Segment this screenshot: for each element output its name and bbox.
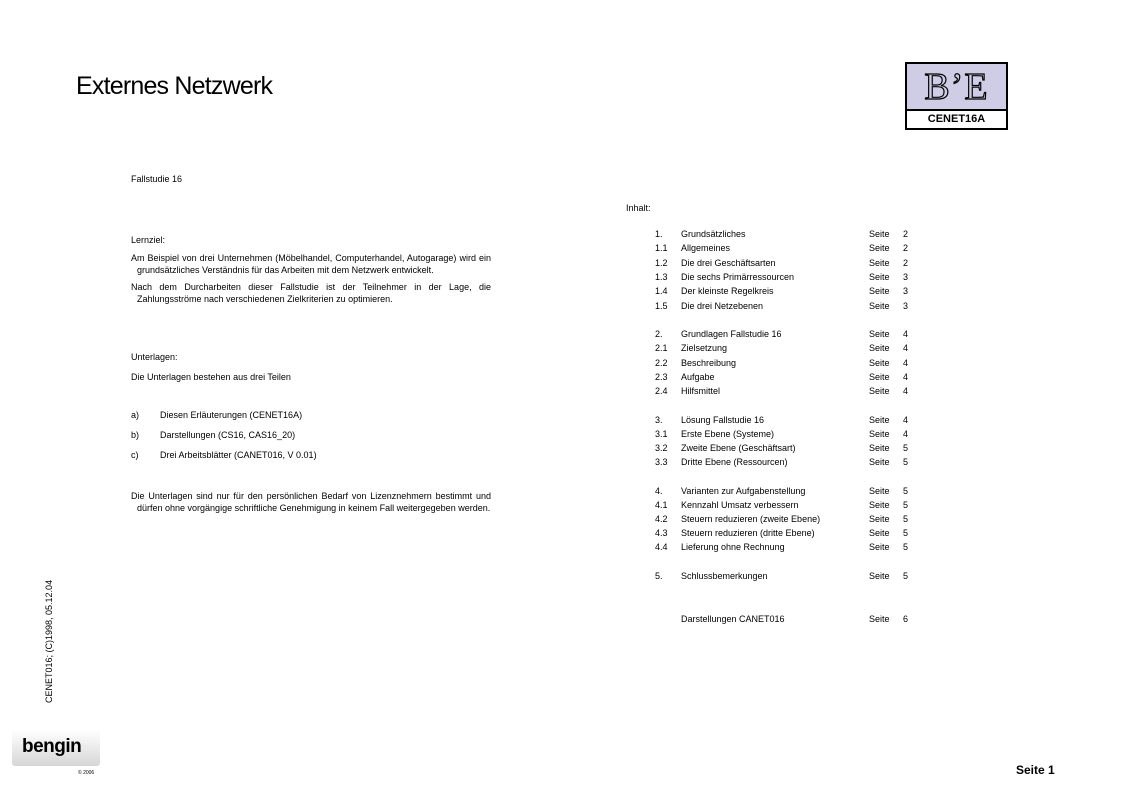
toc-page-label: Seite	[869, 386, 890, 396]
toc-number: 1.2	[655, 258, 668, 268]
toc-row	[655, 272, 915, 284]
toc-row	[655, 542, 915, 554]
toc-number: 3.3	[655, 457, 668, 467]
toc-page-number: 6	[903, 614, 909, 624]
toc-page-label: Seite	[869, 443, 890, 453]
bengin-logo-text: bengin	[22, 736, 82, 757]
toc-page-label: Seite	[869, 243, 890, 253]
toc-page-label: Seite	[869, 500, 890, 510]
toc-page-number: 2	[903, 243, 909, 253]
toc-page-label: Seite	[869, 457, 890, 467]
toc-page-label: Seite	[869, 429, 890, 439]
toc-row	[655, 571, 915, 583]
toc-title: Schlussbemerkungen	[681, 571, 768, 581]
toc-row	[655, 415, 915, 427]
toc-page-number: 4	[903, 343, 909, 353]
toc-row	[655, 514, 915, 526]
toc-number: 4.	[655, 486, 663, 496]
toc-page-label: Seite	[869, 358, 890, 368]
toc-page-label: Seite	[869, 329, 890, 339]
toc-page-number: 4	[903, 358, 909, 368]
toc-title: Kennzahl Umsatz verbessern	[681, 500, 799, 510]
goal-heading: Lernziel:	[131, 235, 166, 245]
goal-paragraph-2: Nach dem Durcharbeiten dieser Fallstudie ist der Teilnehmer in der Lage, die Zahlungsströme nach verschiedenen Zielkriterien zu optimieren.	[131, 282, 491, 304]
toc-row	[655, 386, 915, 398]
copyright: © 2006	[78, 770, 95, 776]
toc-number: 4.3	[655, 528, 668, 538]
document-text: Drei Arbeitsblätter (CANET016, V 0.01)	[160, 450, 317, 460]
bengin-logo	[12, 730, 100, 766]
toc-page-number: 5	[903, 500, 909, 510]
toc-heading: Inhalt:	[626, 203, 651, 213]
toc-number: 1.1	[655, 243, 668, 253]
logo-mark: B’E	[924, 66, 989, 108]
documents-intro: Die Unterlagen bestehen aus drei Teilen	[131, 372, 291, 382]
toc-number: 2.4	[655, 386, 668, 396]
toc-title: Die sechs Primärressourcen	[681, 272, 795, 282]
toc-title: Aufgabe	[681, 372, 715, 382]
toc-number: 3.1	[655, 429, 668, 439]
toc-page-number: 2	[903, 258, 909, 268]
page-title: Externes Netzwerk	[76, 72, 273, 100]
toc-row	[655, 500, 915, 512]
toc-page-label: Seite	[869, 343, 890, 353]
company-logo	[905, 62, 1008, 130]
toc-page-label: Seite	[869, 272, 890, 282]
toc-row	[655, 486, 915, 498]
toc-row	[655, 286, 915, 298]
toc-page-number: 5	[903, 542, 909, 552]
toc-title: Beschreibung	[681, 358, 737, 368]
license-notice-section	[131, 490, 491, 514]
toc-number: 4.2	[655, 514, 668, 524]
toc-title: Lösung Fallstudie 16	[681, 415, 765, 425]
toc-row	[655, 243, 915, 255]
toc-title: Hilfsmittel	[681, 386, 721, 396]
toc-title: Grundlagen Fallstudie 16	[681, 329, 782, 339]
toc-page-number: 4	[903, 372, 909, 382]
toc-title: Steuern reduzieren (zweite Ebene)	[681, 514, 821, 524]
toc-page-label: Seite	[869, 528, 890, 538]
case-study-label: Fallstudie 16	[131, 174, 183, 184]
toc-number: 4.4	[655, 542, 668, 552]
toc-title: Allgemeines	[681, 243, 731, 253]
toc-page-number: 3	[903, 301, 909, 311]
toc-number: 1.	[655, 229, 663, 239]
document-letter: c)	[131, 450, 139, 460]
toc-page-number: 5	[903, 528, 909, 538]
toc-page-label: Seite	[869, 614, 890, 624]
toc-page-number: 4	[903, 415, 909, 425]
document-letter: a)	[131, 410, 140, 420]
toc-number: 1.4	[655, 286, 668, 296]
toc-title: Zielsetzung	[681, 343, 728, 353]
document-text: Diesen Erläuterungen (CENET16A)	[160, 410, 303, 420]
toc-row	[655, 258, 915, 270]
page-number: Seite 1	[1016, 763, 1055, 777]
document-version-note: CENET016; (C)1998, 05.12.04	[44, 579, 54, 703]
toc-page-number: 4	[903, 429, 909, 439]
toc-page-number: 5	[903, 571, 909, 581]
goal-paragraph-1: Am Beispiel von drei Unternehmen (Möbelhandel, Computerhandel, Autogarage) wird ein grundsätzliches Verständnis für das Arbeiten mit dem Netzwerk entwickelt.	[131, 253, 491, 275]
toc-title: Lieferung ohne Rechnung	[681, 542, 785, 552]
toc-number: 2.3	[655, 372, 668, 382]
toc-row	[655, 229, 915, 241]
toc-row	[655, 358, 915, 370]
document-text: Darstellungen (CS16, CAS16_20)	[160, 430, 296, 440]
toc-number: 2.2	[655, 358, 668, 368]
toc-title: Dritte Ebene (Ressourcen)	[681, 457, 788, 467]
toc-title: Die drei Netzebenen	[681, 301, 764, 311]
toc-row	[655, 528, 915, 540]
goal-section	[131, 252, 491, 305]
toc-page-label: Seite	[869, 514, 890, 524]
toc-page-number: 5	[903, 514, 909, 524]
toc-page-label: Seite	[869, 571, 890, 581]
toc-number: 2.1	[655, 343, 668, 353]
toc-title: Erste Ebene (Systeme)	[681, 429, 775, 439]
toc-title: Darstellungen CANET016	[681, 614, 785, 624]
toc-page-number: 5	[903, 486, 909, 496]
toc-row	[655, 614, 915, 626]
toc-page-number: 5	[903, 443, 909, 453]
toc-title: Grundsätzliches	[681, 229, 746, 239]
toc-number: 5.	[655, 571, 663, 581]
toc-page-label: Seite	[869, 486, 890, 496]
document-letter: b)	[131, 430, 140, 440]
toc-page-label: Seite	[869, 301, 890, 311]
toc-page-number: 4	[903, 386, 909, 396]
toc-page-label: Seite	[869, 372, 890, 382]
toc-title: Der kleinste Regelkreis	[681, 286, 774, 296]
toc-title: Varianten zur Aufgabenstellung	[681, 486, 806, 496]
toc-title: Die drei Geschäftsarten	[681, 258, 776, 268]
license-notice: Die Unterlagen sind nur für den persönlichen Bedarf von Lizenznehmern bestimmt und dürfen ohne vorgängige schriftliche Genehmigung in keinem Fall weitergegeben werden.	[131, 491, 491, 513]
toc-row	[655, 343, 915, 355]
toc-row	[655, 372, 915, 384]
toc-title: Steuern reduzieren (dritte Ebene)	[681, 528, 815, 538]
toc-page-number: 2	[903, 229, 909, 239]
toc-number: 2.	[655, 329, 663, 339]
toc-row	[655, 457, 915, 469]
toc-page-label: Seite	[869, 286, 890, 296]
logo-mark-area	[907, 64, 1006, 111]
toc-page-label: Seite	[869, 542, 890, 552]
toc-number: 4.1	[655, 500, 668, 510]
toc-title: Zweite Ebene (Geschäftsart)	[681, 443, 796, 453]
document-code: CENET16A	[927, 113, 986, 125]
toc-page-number: 5	[903, 457, 909, 467]
toc-number: 1.3	[655, 272, 668, 282]
toc-page-label: Seite	[869, 258, 890, 268]
toc-page-label: Seite	[869, 415, 890, 425]
documents-heading: Unterlagen:	[131, 352, 178, 362]
toc-number: 3.2	[655, 443, 668, 453]
toc-page-number: 3	[903, 286, 909, 296]
toc-row	[655, 429, 915, 441]
toc-number: 3.	[655, 415, 663, 425]
toc-row	[655, 443, 915, 455]
toc-page-number: 3	[903, 272, 909, 282]
toc-number: 1.5	[655, 301, 668, 311]
toc-row	[655, 301, 915, 313]
toc-row	[655, 329, 915, 341]
toc-page-number: 4	[903, 329, 909, 339]
toc-page-label: Seite	[869, 229, 890, 239]
